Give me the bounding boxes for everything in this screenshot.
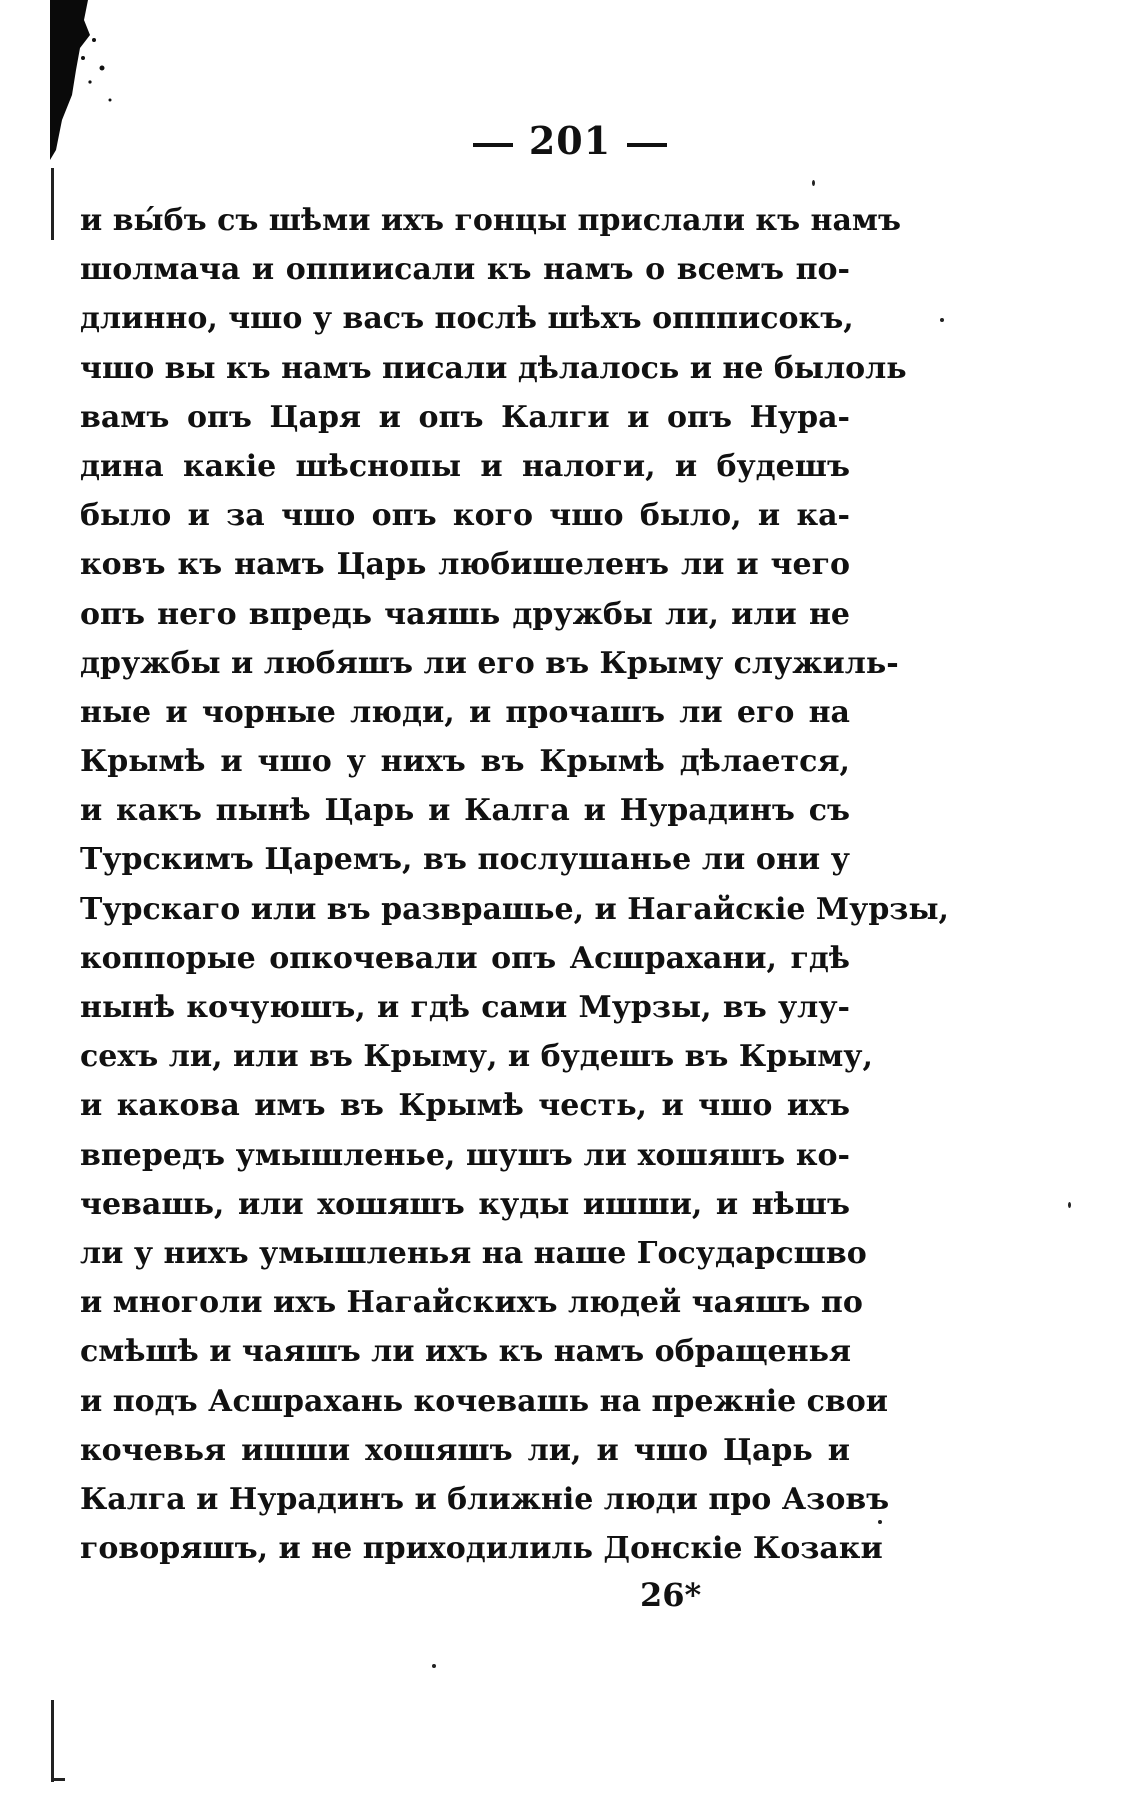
text-line: впередъ умышленье, шушъ ли хошяшъ ко- [80,1137,850,1173]
text-line: дина какіе шѣснопы и налоги, и будешъ [80,448,850,484]
text-line: дружбы и любяшъ ли его въ Крыму служиль- [80,645,899,681]
text-line: и вы́бъ съ шѣми ихъ гонцы прислали къ намъ [80,203,902,238]
scan-speck [432,1664,436,1668]
text-line: длинно, чшо у васъ послѣ шѣхъ оппписокъ, [80,301,854,337]
running-head [0,118,1140,163]
text-line: опъ него впредь чаяшь дружбы ли, или не [80,596,850,632]
text-line: Турскимъ Царемъ, въ послушанье ли они у [80,842,850,878]
text-line: было и за чшо опъ кого чшо было, и ка- [80,498,850,534]
text-line: ли у нихъ умышленья на наше Государсшво [80,1235,867,1271]
scan-edge-line [51,1778,65,1781]
text-line: нынѣ кочуюшъ, и гдѣ сами Мурзы, въ улу- [80,990,850,1025]
text-line: шолмача и оппиисали къ намъ о всемъ по- [80,252,850,288]
page-number: 201 [528,118,612,163]
text-line: сехъ ли, или въ Крыму, и будешъ въ Крыму, [80,1039,873,1075]
text-line: кочевья ишши хошяшъ ли, и чшо Царь и [80,1432,850,1468]
text-line: смѣшѣ и чаяшъ ли ихъ къ намъ обращенья [80,1334,852,1370]
body-text [80,196,949,1573]
text-line: и какъ пынѣ Царь и Калга и Нурадинъ съ [80,793,850,829]
scan-speck [812,180,815,186]
text-line: Калга и Нурадинъ и ближніе люди про Азовъ [80,1481,890,1517]
text-line: Крымѣ и чшо у нихъ въ Крымѣ дѣлается, [80,744,850,780]
text-line: и какова имъ въ Крымѣ честь, и чшо ихъ [80,1088,850,1124]
scan-speck [1068,1202,1071,1208]
scan-edge-line [51,168,54,240]
scan-edge-line [51,1700,54,1782]
text-line: Турскаго или въ разврашье, и Нагайскіе Мурзы, [80,891,949,927]
text-line: чшо вы къ намъ писали дѣлалось и не былоль [80,350,907,386]
text-line: и многоли ихъ Нагайскихъ людей чаяшъ по [80,1285,863,1321]
scan-speck [940,318,944,322]
text-line: и подъ Асшрахань кочевашь на прежніе свои [80,1383,889,1419]
scan-speck [878,1520,882,1524]
text-line: вамъ опъ Царя и опъ Калги и опъ Нура- [80,399,850,435]
text-line: чевашь, или хошяшъ куды ишши, и нѣшъ [80,1186,850,1222]
dash-right [627,143,667,147]
text-line: говоряшъ, и не приходилиль Донскіе Козаки [80,1531,883,1567]
text-line: коппорые опкочевали опъ Асшрахани, гдѣ [80,940,850,976]
dash-left [473,143,513,147]
text-line: ные и чорные люди, и прочашъ ли его на [80,694,850,730]
signature-mark: 26* [640,1576,702,1614]
text-line: ковъ къ намъ Царь любишеленъ ли и чего [80,547,850,583]
